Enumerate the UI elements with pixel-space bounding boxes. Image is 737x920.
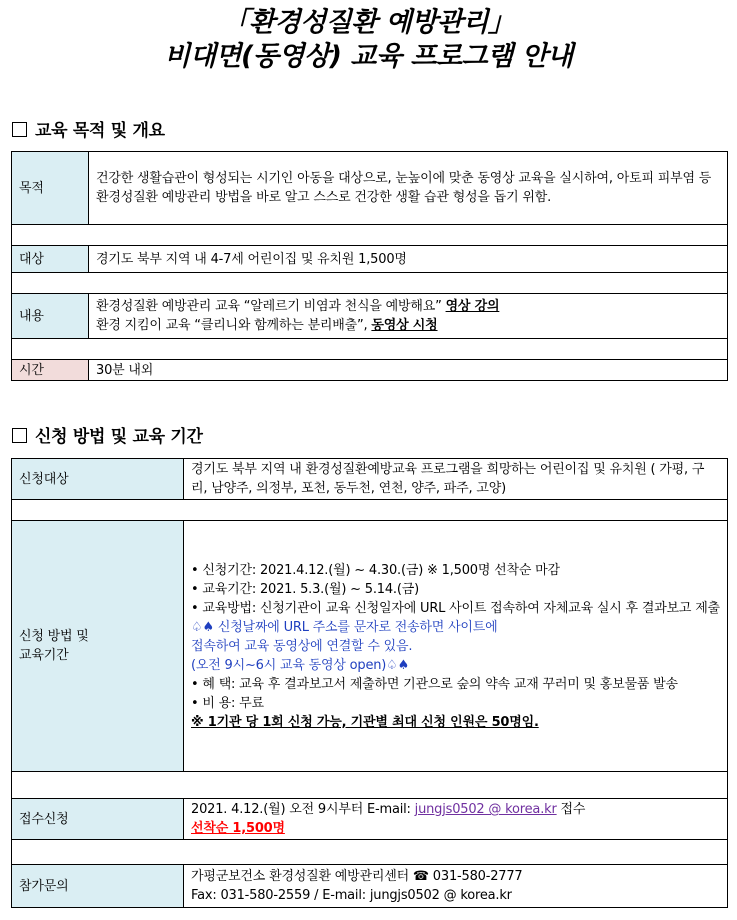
- row-value-target: 경기도 북부 지역 내 4-7세 어린이집 및 유치원 1,500명: [89, 246, 728, 273]
- checkbox-square-icon: [12, 122, 27, 137]
- row-label-applicant: 신청대상: [12, 459, 184, 500]
- url-notice-line-3: (오전 9시~6시 교육 동영상 open)♤♠: [191, 657, 410, 673]
- table-row: [12, 459, 728, 500]
- contact-phone: 가평군보건소 환경성질환 예방관리센터 ☎ 031-580-2777: [191, 869, 523, 884]
- spacer-row: [12, 273, 728, 294]
- row-value-method: [184, 521, 728, 772]
- url-notice-line-1: ♤♠ 신청날짜에 URL 주소를 문자로 전송하면 사이트에: [191, 619, 498, 635]
- content-line-1: 환경성질환 예방관리 교육 “알레르기 비염과 천식을 예방해요”: [96, 299, 442, 314]
- row-label-purpose: 목적: [12, 152, 89, 225]
- page-title: [0, 6, 737, 74]
- row-label-receipt: 접수신청: [12, 799, 184, 840]
- row-value-content: [89, 294, 728, 339]
- content-line-2-emphasis: 동영상 시청: [371, 318, 438, 333]
- overview-table: [11, 151, 728, 381]
- table-row: [12, 294, 728, 339]
- receipt-text: 2021. 4.12.(월) 오전 9시부터 E-mail:: [191, 802, 415, 817]
- spacer-row: [12, 339, 728, 360]
- spacer-row: [12, 500, 728, 521]
- application-table: [11, 458, 728, 908]
- section-heading-text: 교육 목적 및 개요: [35, 121, 165, 141]
- row-value-contact: [184, 865, 728, 908]
- receipt-suffix: 접수: [556, 802, 586, 817]
- section-heading-application: [12, 422, 203, 447]
- education-method: • 교육방법: 신청기관이 교육 신청일자에 URL 사이트 접속하여 자체교육 실시 후 결과보고 제출: [191, 600, 720, 616]
- method-label-line-2: 교육기간: [19, 648, 69, 663]
- table-row: [12, 152, 728, 225]
- benefit-text: • 혜 택: 교육 후 결과보고서 제출하면 기관으로 숲의 약속 교재 꾸러미 및 홍보물품 발송: [191, 676, 678, 692]
- table-row: [12, 865, 728, 908]
- row-label-target: 대상: [12, 246, 89, 273]
- section-heading-text: 신청 방법 및 교육 기간: [35, 427, 203, 447]
- spacer-row: [12, 225, 728, 246]
- table-row: [12, 521, 728, 772]
- url-notice-line-2: 접속하여 교육 동영상에 연결할 수 있음.: [191, 638, 413, 654]
- apply-period: • 신청기간: 2021.4.12.(월) ~ 4.30.(금) ※ 1,500명 선착순 마감: [191, 562, 560, 578]
- spacer-row: [12, 772, 728, 799]
- limit-notice: ※ 1기관 당 1회 신청 가능, 기관별 최대 신청 인원은 50명임.: [191, 714, 539, 730]
- title-line-1: 「환경성질환 예방관리」: [222, 7, 515, 38]
- row-label-contact: 참가문의: [12, 865, 184, 908]
- content-line-2: 환경 지킴이 교육 “클리니와 함께하는 분리배출”,: [96, 318, 368, 333]
- table-row: [12, 360, 728, 381]
- spacer-row: [12, 840, 728, 865]
- row-value-time: 30분 내외: [89, 360, 728, 381]
- row-value-receipt: [184, 799, 728, 840]
- row-label-time: 시간: [12, 360, 89, 381]
- first-come-limit: 선착순 1,500명: [191, 821, 285, 836]
- receipt-email-link[interactable]: jungjs0502 @ korea.kr: [414, 802, 557, 817]
- row-value-purpose: 건강한 생활습관이 형성되는 시기인 아동을 대상으로, 눈높이에 맞춘 동영상 교육을 실시하여, 아토피 피부염 등 환경성질환 예방관리 방법을 바로 알고 스스로 건강한 생활 습관 형성을 돕기 위함.: [89, 152, 728, 225]
- checkbox-square-icon: [12, 428, 27, 443]
- content-line-1-emphasis: 영상 강의: [445, 299, 500, 314]
- contact-fax-email: Fax: 031-580-2559 / E-mail: jungjs0502 @ korea.kr: [191, 888, 512, 903]
- section-heading-overview: [12, 116, 165, 141]
- cost-text: • 비 용: 무료: [191, 695, 264, 711]
- table-row: [12, 799, 728, 840]
- method-label-line-1: 신청 방법 및: [19, 629, 89, 644]
- row-label-content: 내용: [12, 294, 89, 339]
- education-period: • 교육기간: 2021. 5.3.(월) ~ 5.14.(금): [191, 581, 419, 597]
- title-line-2: 비대면(동영상) 교육 프로그램 안내: [164, 41, 573, 72]
- row-value-applicant: 경기도 북부 지역 내 환경성질환예방교육 프로그램을 희망하는 어린이집 및 유치원 ( 가평, 구리, 남양주, 의정부, 포천, 동두천, 연천, 양주, 파주, 고양): [184, 459, 728, 500]
- table-row: [12, 246, 728, 273]
- row-label-method: [12, 521, 184, 772]
